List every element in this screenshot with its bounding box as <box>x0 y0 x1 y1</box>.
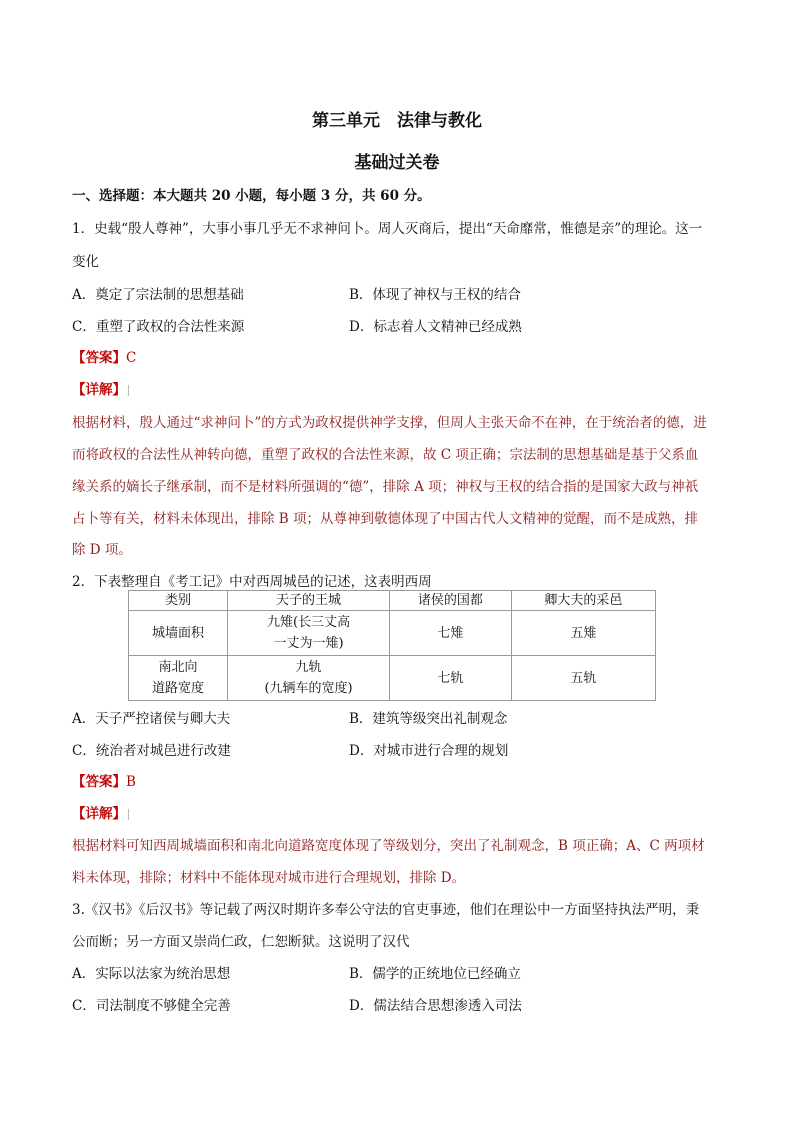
q2-stem: 2．下表整理自《考工记》中对西周城邑的记述，这表明西周 <box>72 574 432 590</box>
table-cell <box>228 611 390 656</box>
answer-label: 【答案】 <box>72 774 126 790</box>
table-header-cell: 类别 <box>129 591 228 611</box>
q1-answer <box>72 346 136 366</box>
table-row <box>129 656 656 701</box>
answer-value: C <box>126 350 137 366</box>
q2-table <box>128 590 656 701</box>
q3-option-d: D．儒法结合思想渗透入司法 <box>349 998 522 1014</box>
table-cell: 七轨 <box>390 656 512 701</box>
q2-answer <box>72 770 136 790</box>
table-header-row <box>129 591 656 611</box>
q1-option-a: A．奠定了宗法制的思想基础 <box>72 287 244 303</box>
q2-option-c: C．统治者对城邑进行改建 <box>72 743 231 759</box>
text-cursor <box>128 809 129 820</box>
q3-option-b: B．儒学的正统地位已经确立 <box>349 966 521 982</box>
q1-stem-line2: 变化 <box>72 254 99 270</box>
cell-line: 九轨 <box>295 660 322 675</box>
q3-option-a: A．实际以法家为统治思想 <box>72 966 231 982</box>
q3-option-c: C．司法制度不够健全完善 <box>72 998 231 1014</box>
cell-line: 南北向 <box>158 660 198 675</box>
table-row <box>129 611 656 656</box>
table-cell: 七雉 <box>390 611 512 656</box>
q1-detail-line4: 占卜等有关，材料未体现出，排除 B 项；从尊神到敬德体现了中国古代人文精神的觉醒，而不是成熟，排 <box>72 511 699 527</box>
q1-detail-heading <box>72 378 129 398</box>
q2-detail-line2: 料未体现，排除；材料中不能体现对城市进行合理规划，排除 D。 <box>72 870 466 886</box>
q1-detail-line5: 除 D 项。 <box>72 542 132 558</box>
text-cursor <box>128 385 129 396</box>
q2-detail-line1: 根据材料可知西周城墙面积和南北向道路宽度体现了等级划分，突出了礼制观念，B 项正确；A、C 两项材 <box>72 838 705 854</box>
q2-detail-heading <box>72 802 129 822</box>
table-cell: 城墙面积 <box>129 611 228 656</box>
paper-subtitle: 基础过关卷 <box>354 153 440 173</box>
q3-stem-line2: 公而断；另一方面又崇尚仁政，仁恕断狱。这说明了汉代 <box>72 934 410 950</box>
table-cell: 五轨 <box>511 656 655 701</box>
table-header-cell: 天子的王城 <box>228 591 390 611</box>
q1-option-c: C．重塑了政权的合法性来源 <box>72 319 245 335</box>
cell-line: 道路宽度 <box>152 681 205 696</box>
table-header-cell: 诸侯的国都 <box>390 591 512 611</box>
answer-value: B <box>126 774 136 790</box>
cell-line: (九辆车的宽度) <box>264 681 353 696</box>
q1-detail-line3: 缘关系的嫡长子继承制，而不是材料所强调的“德”，排除 A 项；神权与王权的结合指的是国家大政与神祇 <box>72 479 699 495</box>
detail-label: 【详解】 <box>72 806 126 822</box>
answer-label: 【答案】 <box>72 350 126 366</box>
q2-option-a: A．天子严控诸侯与卿大夫 <box>72 711 231 727</box>
q1-stem-line1: 1．史载“殷人尊神”，大事小事几乎无不求神问卜。周人灭商后，提出“天命靡常，惟德是亲”的理论。这一 <box>72 221 703 237</box>
q1-detail-line2: 而将政权的合法性从神转向德，重塑了政权的合法性来源，故 C 项正确；宗法制的思想基础是基于父系血 <box>72 447 699 463</box>
q2-option-d: D．对城市进行合理的规划 <box>349 743 509 759</box>
cell-line: 一丈为一雉) <box>273 636 344 651</box>
unit-title: 第三单元 法律与教化 <box>312 111 482 131</box>
q2-option-b: B．建筑等级突出礼制观念 <box>349 711 508 727</box>
table-cell <box>129 656 228 701</box>
table-header-cell: 卿大夫的采邑 <box>511 591 655 611</box>
q1-option-d: D．标志着人文精神已经成熟 <box>349 319 522 335</box>
q1-detail-line1: 根据材料，殷人通过“求神问卜”的方式为政权提供神学支撑，但周人主张天命不在神，在于统治者的德，进 <box>72 415 707 431</box>
section-heading: 一、选择题：本大题共 20 小题，每小题 3 分，共 60 分。 <box>72 188 431 204</box>
table-cell <box>228 656 390 701</box>
table-cell: 五雉 <box>511 611 655 656</box>
cell-line: 九雉(长三丈高 <box>267 615 351 630</box>
detail-label: 【详解】 <box>72 382 126 398</box>
q3-stem-line1: 3.《汉书》《后汉书》等记载了两汉时期许多奉公守法的官吏事迹，他们在理讼中一方面坚持执法严明，秉 <box>72 902 700 918</box>
q1-option-b: B．体现了神权与王权的结合 <box>349 287 521 303</box>
